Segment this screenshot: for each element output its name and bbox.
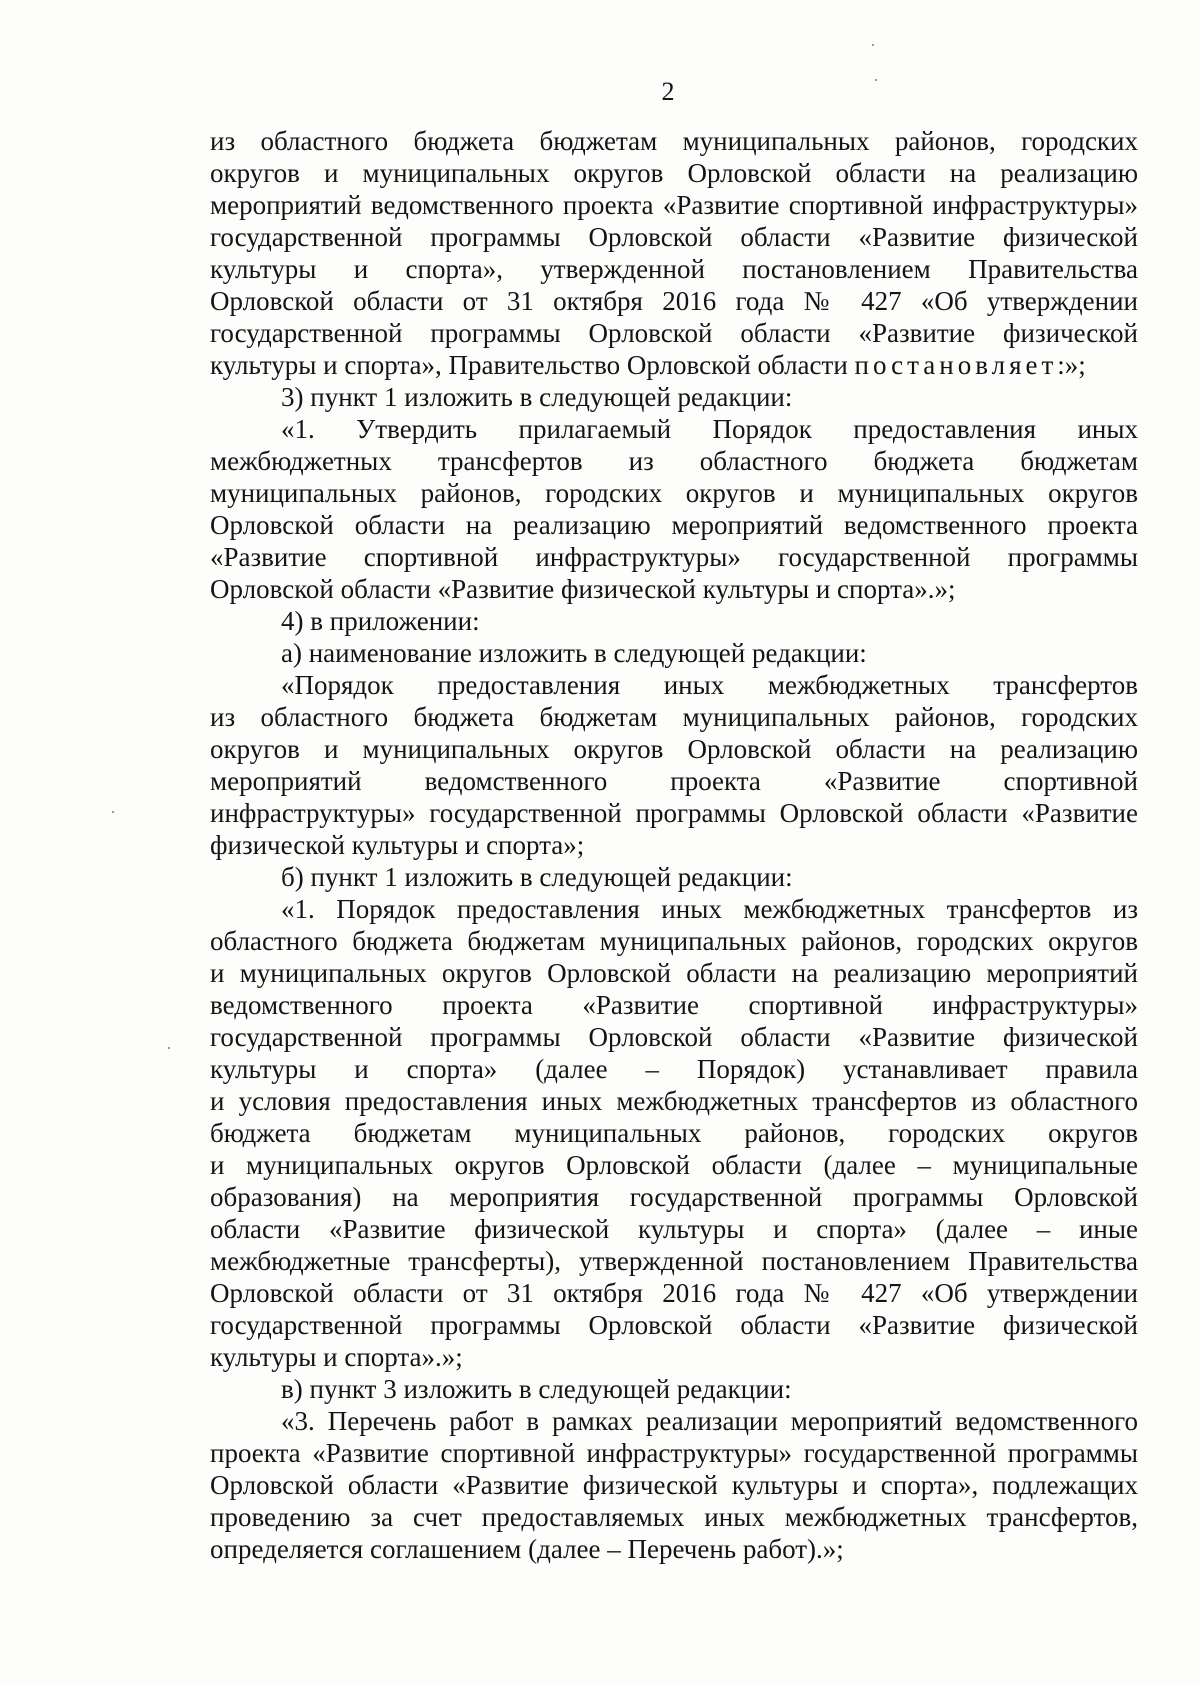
text-line: мероприятий ведомственного проекта «Развитие спортивной xyxy=(210,766,1138,796)
text-line: «Порядок предоставления иных межбюджетных трансфертов xyxy=(281,670,1138,700)
page-number: 2 xyxy=(661,77,675,106)
text-line: Орловской области «Развитие физической культуры и спорта».»; xyxy=(210,574,956,604)
text-line: физической культуры и спорта»; xyxy=(210,830,585,860)
scan-speck xyxy=(875,79,877,81)
text-line: и условия предоставления иных межбюджетных трансфертов из областного xyxy=(210,1086,1138,1116)
text-line: межбюджетных трансфертов из областного бюджета бюджетам xyxy=(210,446,1138,476)
text-line-with-spaced-word xyxy=(210,349,1138,381)
text-line: из областного бюджета бюджетам муниципальных районов, городских xyxy=(210,702,1138,732)
text-line: государственной программы Орловской области «Развитие физической xyxy=(210,222,1138,252)
text-line: Орловской области от 31 октября 2016 года № 427 «Об утверждении xyxy=(210,286,1138,316)
text-line: мероприятий ведомственного проекта «Развитие спортивной инфраструктуры» xyxy=(210,190,1138,220)
text-line: государственной программы Орловской области «Развитие физической xyxy=(210,1310,1138,1340)
text-line: ведомственного проекта «Развитие спортивной инфраструктуры» xyxy=(210,990,1138,1020)
text-line: культуры и спорта».»; xyxy=(210,1342,463,1372)
text-line: государственной программы Орловской области «Развитие физической xyxy=(210,1022,1138,1052)
text-line: б) пункт 1 изложить в следующей редакции: xyxy=(281,862,793,892)
text-line: «3. Перечень работ в рамках реализации мероприятий ведомственного xyxy=(281,1406,1138,1436)
text-line: культуры и спорта», утвержденной постановлением Правительства xyxy=(210,254,1138,284)
scan-speck xyxy=(168,1047,170,1049)
scan-speck xyxy=(112,811,114,813)
text-line: проведению за счет предоставляемых иных межбюджетных трансфертов, xyxy=(210,1502,1138,1532)
text-line: и муниципальных округов Орловской области (далее – муниципальные xyxy=(210,1150,1138,1180)
text-line: государственной программы Орловской области «Развитие физической xyxy=(210,318,1138,348)
text-line: межбюджетные трансферты), утвержденной постановлением Правительства xyxy=(210,1246,1138,1276)
text-line: 4) в приложении: xyxy=(281,606,480,636)
text-line: 3) пункт 1 изложить в следующей редакции: xyxy=(281,382,793,412)
text-line: проекта «Развитие спортивной инфраструктуры» государственной программы xyxy=(210,1438,1138,1468)
text-line: «Развитие спортивной инфраструктуры» государственной программы xyxy=(210,542,1138,572)
text-line: Орловской области на реализацию мероприятий ведомственного проекта xyxy=(210,510,1138,540)
text-line: образования) на мероприятия государственной программы Орловской xyxy=(210,1182,1138,1212)
spaced-word: постановляет xyxy=(854,350,1058,380)
text-line: области «Развитие физической культуры и спорта» (далее – иные xyxy=(210,1214,1138,1244)
text-line: областного бюджета бюджетам муниципальных районов, городских округов xyxy=(210,926,1138,956)
text-line: Орловской области от 31 октября 2016 года № 427 «Об утверждении xyxy=(210,1278,1138,1308)
text-line: инфраструктуры» государственной программы Орловской области «Развитие xyxy=(210,798,1138,828)
text-line: из областного бюджета бюджетам муниципальных районов, городских xyxy=(210,126,1138,156)
spaced-word-tail: :»; xyxy=(1057,350,1086,380)
text-line: округов и муниципальных округов Орловской области на реализацию xyxy=(210,158,1138,188)
text-line: «1. Утвердить прилагаемый Порядок предоставления иных xyxy=(281,414,1138,444)
text-line: определяется соглашением (далее – Перечень работ).»; xyxy=(210,1534,844,1564)
text-line: и муниципальных округов Орловской области на реализацию мероприятий xyxy=(210,958,1138,988)
text-line: муниципальных районов, городских округов и муниципальных округов xyxy=(210,478,1138,508)
text-line: округов и муниципальных округов Орловской области на реализацию xyxy=(210,734,1138,764)
document-body xyxy=(210,125,1138,1565)
scan-speck xyxy=(872,44,874,46)
text-line: «1. Порядок предоставления иных межбюджетных трансфертов из xyxy=(281,894,1138,924)
text-line: бюджета бюджетам муниципальных районов, городских округов xyxy=(210,1118,1138,1148)
text-line: Орловской области «Развитие физической культуры и спорта», подлежащих xyxy=(210,1470,1138,1500)
text-line: а) наименование изложить в следующей редакции: xyxy=(281,638,867,668)
text-line-start: культуры и спорта», Правительство Орловской области xyxy=(210,350,848,380)
text-line: в) пункт 3 изложить в следующей редакции: xyxy=(281,1374,792,1404)
text-line: культуры и спорта» (далее – Порядок) устанавливает правила xyxy=(210,1054,1138,1084)
